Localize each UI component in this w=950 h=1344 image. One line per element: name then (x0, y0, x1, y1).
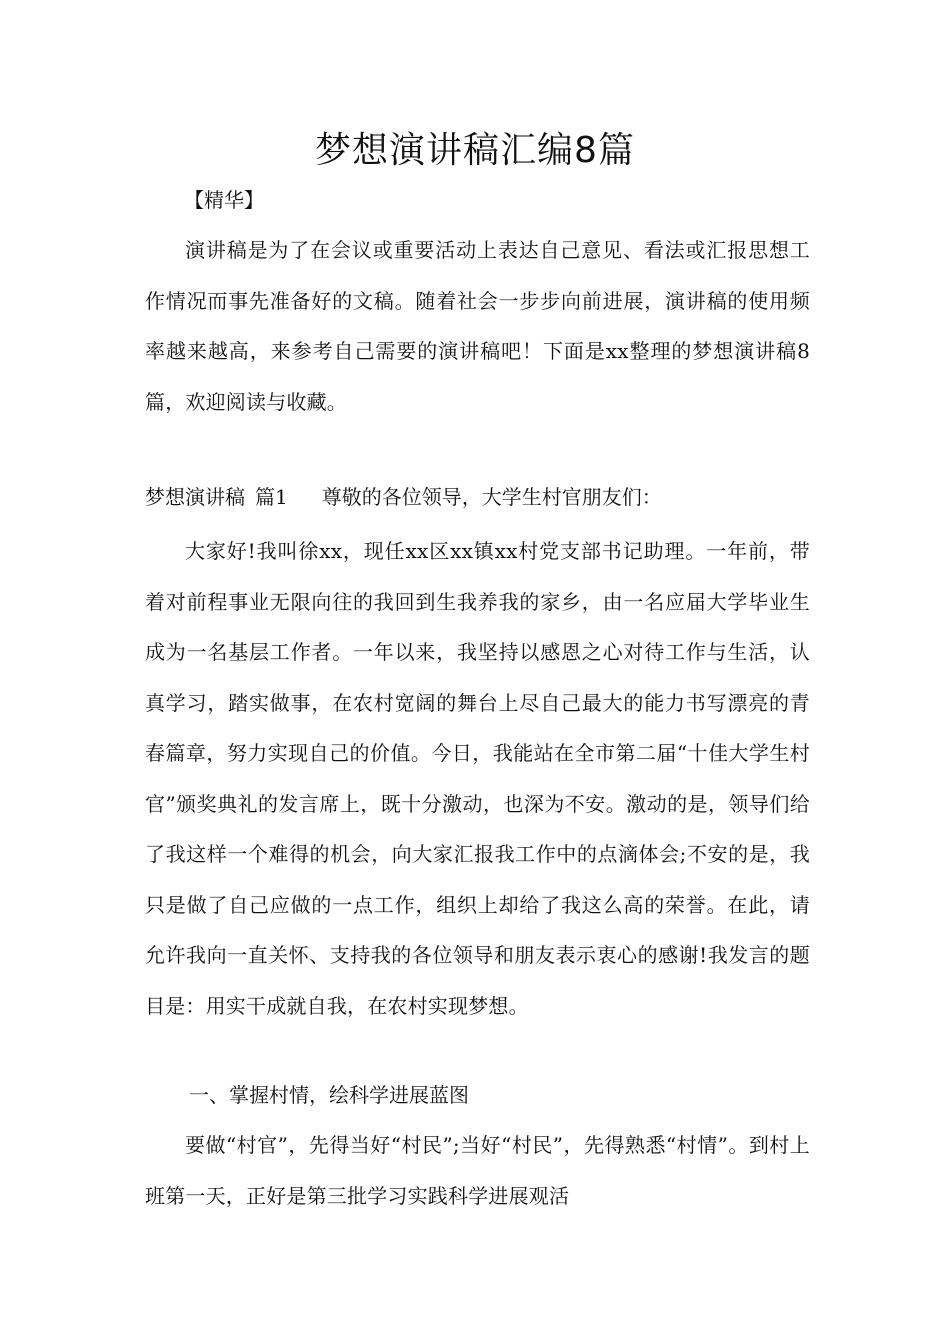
document-tag: 【精华】 (184, 188, 264, 212)
intro-paragraph: 演讲稿是为了在会议或重要活动上表达自己意见、看法或汇报思想工作情况而事先准备好的文稿。随着社会一步步向前进展，演讲稿的使用频率越来越高，来参考自己需要的演讲稿吧！下面是xx整理的梦想演讲稿8篇，欢迎阅读与收藏。 (145, 238, 810, 414)
subheading-1: 一、掌握村情，绘科学进展蓝图 (189, 1083, 469, 1107)
greeting: 尊敬的各位领导，大学生村官朋友们： (321, 485, 662, 509)
section-number: 篇1 (255, 485, 288, 509)
body-paragraph-1: 大家好!我叫徐xx，现任xx区xx镇xx村党支部书记助理。一年前，带着对前程事业无限向往的我回到生我养我的家乡，由一名应届大学毕业生成为一名基层工作者。一年以来，我坚持以感恩之心对待工作与生活，认真学习，踏实做事，在农村宽阔的舞台上尽自己最大的能力书写漂亮的青春篇章，努力实现自己的价值。今日，我能站在全市第二届“十佳大学生村官”颁奖典礼的发言席上，既十分激动，也深为不安。激动的是，领导们给了我这样一个难得的机会，向大家汇报我工作中的点滴体会;不安的是，我只是做了自己应做的一点工作，组织上却给了我这么高的荣誉。在此，请允许我向一直关怀、支持我的各位领导和朋友表示衷心的感谢!我发言的题目是：用实干成就自我，在农村实现梦想。 (145, 539, 810, 1018)
body-paragraph-2: 要做“村官”，先得当好“村民”;当好“村民”，先得熟悉“村情”。到村上班第一天，正好是第三批学习实践科学进展观活 (145, 1133, 810, 1208)
section-heading (145, 477, 810, 517)
section-title: 梦想演讲稿 (145, 485, 245, 509)
document-title: 梦想演讲稿汇编8篇 (315, 130, 635, 171)
